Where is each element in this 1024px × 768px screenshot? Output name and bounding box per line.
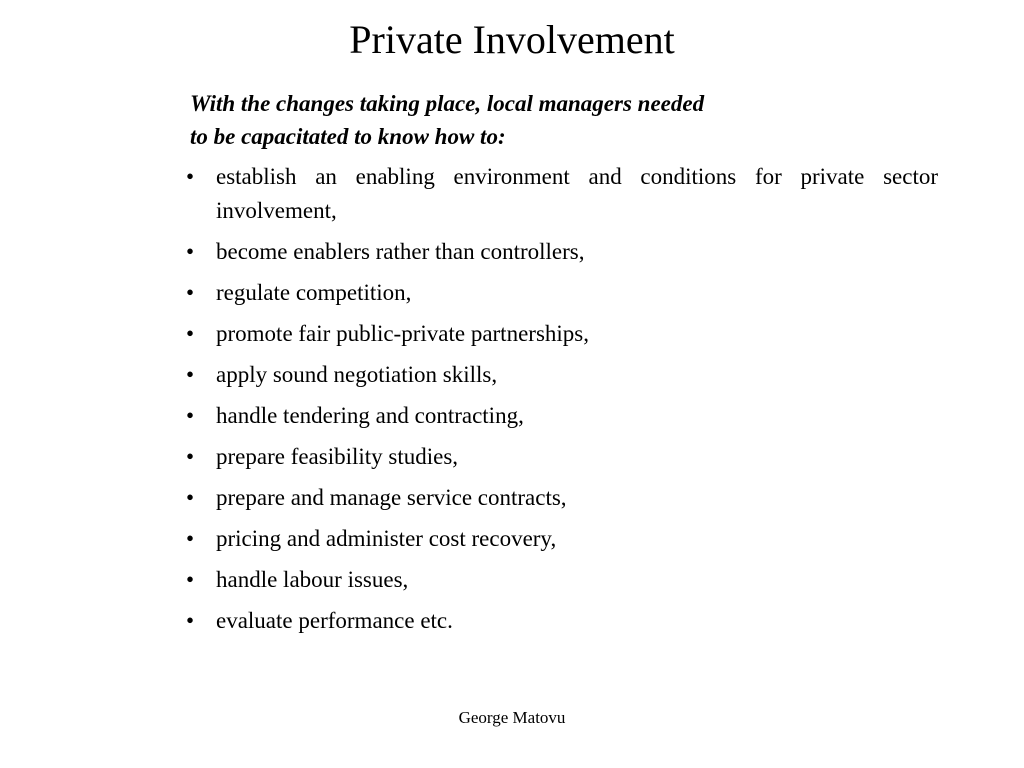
list-item: [186, 522, 938, 556]
list-item: [186, 399, 938, 433]
list-item: [186, 160, 938, 228]
list-item: [186, 235, 938, 269]
bullet-marker: •: [186, 239, 195, 264]
list-item: [186, 481, 938, 515]
bullet-marker: •: [186, 362, 195, 387]
bullet-marker: •: [186, 567, 195, 592]
bullet-text: prepare feasibility studies,: [216, 444, 459, 469]
intro-line-2: to be capacitated to know how to:: [190, 124, 506, 149]
bullet-marker: •: [186, 164, 195, 189]
bullet-text: pricing and administer cost recovery,: [216, 526, 557, 551]
bullet-marker: •: [186, 444, 195, 469]
bullet-marker: •: [186, 526, 195, 551]
bullet-text: evaluate performance etc.: [216, 608, 453, 633]
list-item: [186, 563, 938, 597]
bullet-marker: •: [186, 321, 195, 346]
bullet-list: [186, 160, 938, 645]
slide-title: Private Involvement: [349, 17, 675, 62]
bullet-text: prepare and manage service contracts,: [216, 485, 567, 510]
bullet-marker: •: [186, 280, 195, 305]
bullet-text: apply sound negotiation skills,: [216, 362, 498, 387]
list-item: [186, 358, 938, 392]
bullet-text: promote fair public-private partnerships,: [216, 321, 589, 346]
intro-line-1: With the changes taking place, local managers needed: [190, 91, 705, 116]
bullet-marker: •: [186, 485, 195, 510]
bullet-text: handle tendering and contracting,: [216, 403, 524, 428]
bullet-text: become enablers rather than controllers,: [216, 239, 585, 264]
list-item: [186, 604, 938, 638]
bullet-marker: •: [186, 403, 195, 428]
bullet-text: establish an enabling environment and conditions for private sector involvement,: [216, 164, 938, 223]
intro-text: [190, 87, 950, 153]
list-item: [186, 440, 938, 474]
list-item: [186, 276, 938, 310]
footer-author: George Matovu: [458, 708, 566, 727]
bullet-marker: •: [186, 608, 195, 633]
bullet-text: regulate competition,: [216, 280, 412, 305]
list-item: [186, 317, 938, 351]
bullet-text: handle labour issues,: [216, 567, 409, 592]
